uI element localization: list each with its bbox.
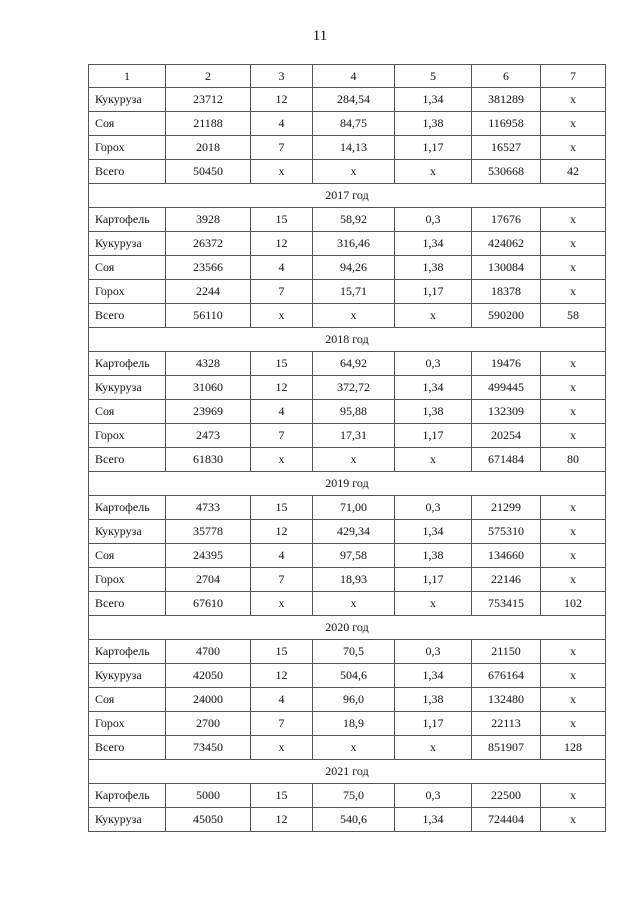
table-cell: 20254 — [472, 424, 541, 448]
table-cell: х — [541, 688, 606, 712]
table-cell: 381289 — [472, 88, 541, 112]
table-row — [89, 208, 606, 232]
crop-name-cell: Всего — [89, 304, 166, 328]
table-row — [89, 808, 606, 832]
table-cell: 1,38 — [395, 400, 472, 424]
crop-name-cell: Горох — [89, 280, 166, 304]
table-cell: 23712 — [166, 88, 251, 112]
table-cell: 22146 — [472, 568, 541, 592]
table-cell: х — [541, 712, 606, 736]
table-cell: 26372 — [166, 232, 251, 256]
table-cell: 19476 — [472, 352, 541, 376]
table-cell: 18,9 — [313, 712, 395, 736]
table-cell: 316,46 — [313, 232, 395, 256]
table-cell: 590200 — [472, 304, 541, 328]
table-cell: х — [313, 448, 395, 472]
year-label: 2021 год — [89, 760, 606, 784]
table-cell: 42050 — [166, 664, 251, 688]
table-cell: 4 — [251, 544, 313, 568]
table-cell: 1,17 — [395, 424, 472, 448]
table-cell: 4328 — [166, 352, 251, 376]
table-row — [89, 280, 606, 304]
table-cell: 128 — [541, 736, 606, 760]
table-cell: 3928 — [166, 208, 251, 232]
table-row — [89, 784, 606, 808]
table-cell: 4700 — [166, 640, 251, 664]
table-row — [89, 448, 606, 472]
table-cell: 1,34 — [395, 88, 472, 112]
table-cell: х — [541, 88, 606, 112]
crop-name-cell: Кукуруза — [89, 664, 166, 688]
table-cell: 12 — [251, 520, 313, 544]
table-cell: х — [395, 160, 472, 184]
table-cell: 134660 — [472, 544, 541, 568]
table-row — [89, 376, 606, 400]
table-cell: 12 — [251, 376, 313, 400]
crop-name-cell: Кукуруза — [89, 88, 166, 112]
year-section-row — [89, 760, 606, 784]
table-cell: х — [541, 544, 606, 568]
table-cell: 130084 — [472, 256, 541, 280]
crop-name-cell: Горох — [89, 568, 166, 592]
crop-name-cell: Картофель — [89, 208, 166, 232]
table-cell: 31060 — [166, 376, 251, 400]
table-cell: 24395 — [166, 544, 251, 568]
table-row — [89, 592, 606, 616]
table-cell: 22113 — [472, 712, 541, 736]
table-cell: 15 — [251, 352, 313, 376]
table-cell: х — [541, 280, 606, 304]
table-cell: 1,34 — [395, 232, 472, 256]
table-cell: 7 — [251, 712, 313, 736]
table-cell: 15 — [251, 208, 313, 232]
table-cell: 22500 — [472, 784, 541, 808]
table-cell: 499445 — [472, 376, 541, 400]
table-cell: 1,17 — [395, 712, 472, 736]
table-cell: х — [251, 160, 313, 184]
table-cell: 12 — [251, 88, 313, 112]
table-cell: 2704 — [166, 568, 251, 592]
crop-name-cell: Картофель — [89, 496, 166, 520]
column-header: 2 — [166, 65, 251, 88]
table-cell: 671484 — [472, 448, 541, 472]
table-cell: 4 — [251, 400, 313, 424]
table-cell: х — [251, 304, 313, 328]
table-cell: х — [541, 664, 606, 688]
table-cell: 97,58 — [313, 544, 395, 568]
table-cell: 5000 — [166, 784, 251, 808]
table-cell: 0,3 — [395, 208, 472, 232]
crop-name-cell: Горох — [89, 424, 166, 448]
table-header-row — [89, 65, 606, 88]
table-row — [89, 640, 606, 664]
table-row — [89, 304, 606, 328]
table-cell: 1,34 — [395, 808, 472, 832]
table-cell: х — [541, 496, 606, 520]
table-row — [89, 232, 606, 256]
table-cell: 7 — [251, 136, 313, 160]
table-cell: х — [251, 448, 313, 472]
table-cell: 0,3 — [395, 352, 472, 376]
page-number: 11 — [312, 28, 328, 44]
table-cell: 132309 — [472, 400, 541, 424]
table-cell: 16527 — [472, 136, 541, 160]
table-cell: 7 — [251, 280, 313, 304]
table-cell: 676164 — [472, 664, 541, 688]
table-cell: 18378 — [472, 280, 541, 304]
table-cell: 23566 — [166, 256, 251, 280]
table-cell: 75,0 — [313, 784, 395, 808]
table-cell: 4 — [251, 256, 313, 280]
table-cell: 42 — [541, 160, 606, 184]
crop-name-cell: Соя — [89, 688, 166, 712]
crop-name-cell: Всего — [89, 736, 166, 760]
table-cell: 530668 — [472, 160, 541, 184]
table-cell: х — [541, 208, 606, 232]
table-cell: 15,71 — [313, 280, 395, 304]
column-header: 4 — [313, 65, 395, 88]
table-cell: 372,72 — [313, 376, 395, 400]
table-row — [89, 112, 606, 136]
table-cell: 70,5 — [313, 640, 395, 664]
table-cell: х — [541, 424, 606, 448]
table-cell: 12 — [251, 232, 313, 256]
table-cell: 50450 — [166, 160, 251, 184]
table-cell: 80 — [541, 448, 606, 472]
table-cell: 35778 — [166, 520, 251, 544]
table-cell: х — [395, 736, 472, 760]
table-cell: 540,6 — [313, 808, 395, 832]
crop-name-cell: Кукуруза — [89, 520, 166, 544]
table-cell: 504,6 — [313, 664, 395, 688]
table-cell: 95,88 — [313, 400, 395, 424]
crop-name-cell: Горох — [89, 136, 166, 160]
table-cell: 724404 — [472, 808, 541, 832]
crop-name-cell: Картофель — [89, 352, 166, 376]
year-section-row — [89, 184, 606, 208]
crop-name-cell: Всего — [89, 160, 166, 184]
table-row — [89, 88, 606, 112]
table-cell: 7 — [251, 568, 313, 592]
table-cell: 1,38 — [395, 112, 472, 136]
table-cell: 424062 — [472, 232, 541, 256]
crop-name-cell: Соя — [89, 400, 166, 424]
table-cell: х — [541, 808, 606, 832]
crop-name-cell: Всего — [89, 448, 166, 472]
table-cell: 15 — [251, 640, 313, 664]
table-cell: 0,3 — [395, 784, 472, 808]
table-cell: 4 — [251, 112, 313, 136]
table-cell: х — [313, 592, 395, 616]
table-cell: х — [313, 160, 395, 184]
table-cell: 96,0 — [313, 688, 395, 712]
table-cell: 14,13 — [313, 136, 395, 160]
crop-name-cell: Соя — [89, 112, 166, 136]
table-cell: 132480 — [472, 688, 541, 712]
crop-name-cell: Кукуруза — [89, 232, 166, 256]
column-header: 7 — [541, 65, 606, 88]
crop-name-cell: Картофель — [89, 640, 166, 664]
table-cell: 21299 — [472, 496, 541, 520]
table-cell: 24000 — [166, 688, 251, 712]
table-cell: х — [541, 352, 606, 376]
table-cell: 753415 — [472, 592, 541, 616]
table-cell: х — [541, 784, 606, 808]
column-header: 3 — [251, 65, 313, 88]
table-cell: 61830 — [166, 448, 251, 472]
table-cell: 1,34 — [395, 520, 472, 544]
table-cell: 2700 — [166, 712, 251, 736]
table-row — [89, 568, 606, 592]
table-cell: х — [541, 136, 606, 160]
year-label: 2017 год — [89, 184, 606, 208]
table-cell: х — [541, 376, 606, 400]
table-cell: х — [313, 736, 395, 760]
table-cell: 429,34 — [313, 520, 395, 544]
table-cell: х — [541, 640, 606, 664]
crop-name-cell: Всего — [89, 592, 166, 616]
table-cell: 17,31 — [313, 424, 395, 448]
table-cell: 2018 — [166, 136, 251, 160]
crop-name-cell: Горох — [89, 712, 166, 736]
table-cell: 15 — [251, 496, 313, 520]
table-cell: 71,00 — [313, 496, 395, 520]
year-section-row — [89, 472, 606, 496]
table-cell: х — [395, 304, 472, 328]
table-row — [89, 352, 606, 376]
table-cell: х — [541, 112, 606, 136]
table-row — [89, 256, 606, 280]
table-cell: 1,38 — [395, 256, 472, 280]
table-cell: х — [541, 520, 606, 544]
table-cell: 1,34 — [395, 376, 472, 400]
table-cell: 0,3 — [395, 640, 472, 664]
table-row — [89, 496, 606, 520]
table-cell: 1,17 — [395, 280, 472, 304]
table-cell: 7 — [251, 424, 313, 448]
table-cell: х — [251, 736, 313, 760]
table-row — [89, 136, 606, 160]
crop-table — [88, 64, 606, 832]
table-cell: 17676 — [472, 208, 541, 232]
table-row — [89, 712, 606, 736]
table-cell: 23969 — [166, 400, 251, 424]
table-cell: х — [541, 568, 606, 592]
table-cell: 58 — [541, 304, 606, 328]
table-cell: 1,38 — [395, 544, 472, 568]
table-cell: 1,38 — [395, 688, 472, 712]
table-cell: 575310 — [472, 520, 541, 544]
year-label: 2018 год — [89, 328, 606, 352]
table-cell: 1,34 — [395, 664, 472, 688]
table-cell: х — [251, 592, 313, 616]
table-cell: 67610 — [166, 592, 251, 616]
table-cell: 15 — [251, 784, 313, 808]
table-cell: 116958 — [472, 112, 541, 136]
table-cell: 851907 — [472, 736, 541, 760]
table-cell: 102 — [541, 592, 606, 616]
year-label: 2019 год — [89, 472, 606, 496]
table-cell: 4 — [251, 688, 313, 712]
table-cell: 94,26 — [313, 256, 395, 280]
column-header: 6 — [472, 65, 541, 88]
table-cell: 45050 — [166, 808, 251, 832]
crop-name-cell: Картофель — [89, 784, 166, 808]
table-cell: 2473 — [166, 424, 251, 448]
table-cell: 1,17 — [395, 136, 472, 160]
crop-name-cell: Соя — [89, 544, 166, 568]
table-cell: 73450 — [166, 736, 251, 760]
table-cell: 84,75 — [313, 112, 395, 136]
table-cell: 1,17 — [395, 568, 472, 592]
table-row — [89, 736, 606, 760]
table-cell: х — [541, 256, 606, 280]
table-cell: х — [395, 592, 472, 616]
table-cell: 284,54 — [313, 88, 395, 112]
table-cell: х — [395, 448, 472, 472]
table-cell: х — [313, 304, 395, 328]
table-cell: 2244 — [166, 280, 251, 304]
table-cell: 0,3 — [395, 496, 472, 520]
table-cell: 12 — [251, 664, 313, 688]
table-row — [89, 688, 606, 712]
table-row — [89, 664, 606, 688]
table-row — [89, 400, 606, 424]
table-cell: х — [541, 232, 606, 256]
table-cell: 4733 — [166, 496, 251, 520]
table-row — [89, 544, 606, 568]
table-cell: 18,93 — [313, 568, 395, 592]
table-cell: 58,92 — [313, 208, 395, 232]
table-cell: 56110 — [166, 304, 251, 328]
column-header: 5 — [395, 65, 472, 88]
crop-name-cell: Соя — [89, 256, 166, 280]
table-row — [89, 424, 606, 448]
table-row — [89, 160, 606, 184]
year-label: 2020 год — [89, 616, 606, 640]
crop-name-cell: Кукуруза — [89, 808, 166, 832]
crop-name-cell: Кукуруза — [89, 376, 166, 400]
table-cell: 21188 — [166, 112, 251, 136]
table-cell: 12 — [251, 808, 313, 832]
table-cell: х — [541, 400, 606, 424]
year-section-row — [89, 616, 606, 640]
table-row — [89, 520, 606, 544]
table-cell: 21150 — [472, 640, 541, 664]
year-section-row — [89, 328, 606, 352]
table-cell: 64,92 — [313, 352, 395, 376]
column-header: 1 — [89, 65, 166, 88]
